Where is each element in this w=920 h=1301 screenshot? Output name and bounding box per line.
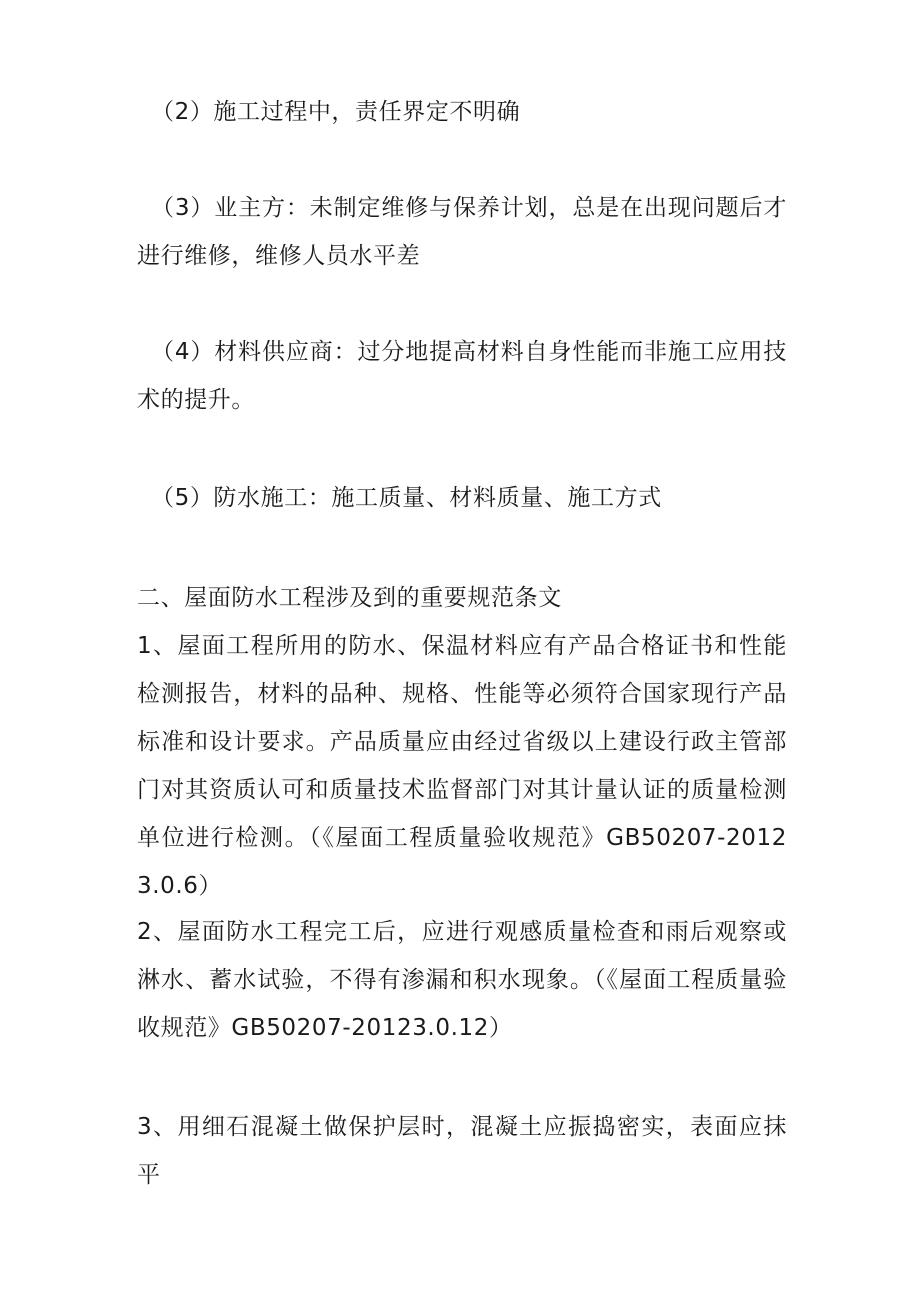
clause-2: 2、屋面防水工程完工后，应进行观感质量检查和雨后观察或淋水、蓄水试验，不得有渗漏和积水现象。（《屋面工程质量验收规范》GB50207-20123.0.12）	[137, 919, 787, 1041]
list-item-5: （5）防水施工：施工质量、材料质量、施工方式	[151, 485, 662, 511]
clause-3: 3、用细石混凝土做保护层时，混凝土应振捣密实，表面应抹平	[137, 1114, 787, 1188]
section-heading: 二、屋面防水工程涉及到的重要规范条文	[137, 585, 562, 611]
list-item-4: （4）材料供应商：过分地提高材料自身性能而非施工应用技术的提升。	[137, 339, 787, 413]
list-item-3: （3）业主方：未制定维修与保养计划，总是在出现问题后才进行维修，维修人员水平差	[137, 195, 787, 269]
clause-1: 1、屋面工程所用的防水、保温材料应有产品合格证书和性能检测报告，材料的品种、规格、性能等必须符合国家现行产品标准和设计要求。产品质量应由经过省级以上建设行政主管部门对其资质认可和质量技术监督部门对其计量认证的质量检测单位进行检测。（《屋面工程质量验收规范》GB50207-20123.0.6）	[137, 633, 787, 899]
list-item-2: （2）施工过程中，责任界定不明确	[151, 99, 521, 125]
